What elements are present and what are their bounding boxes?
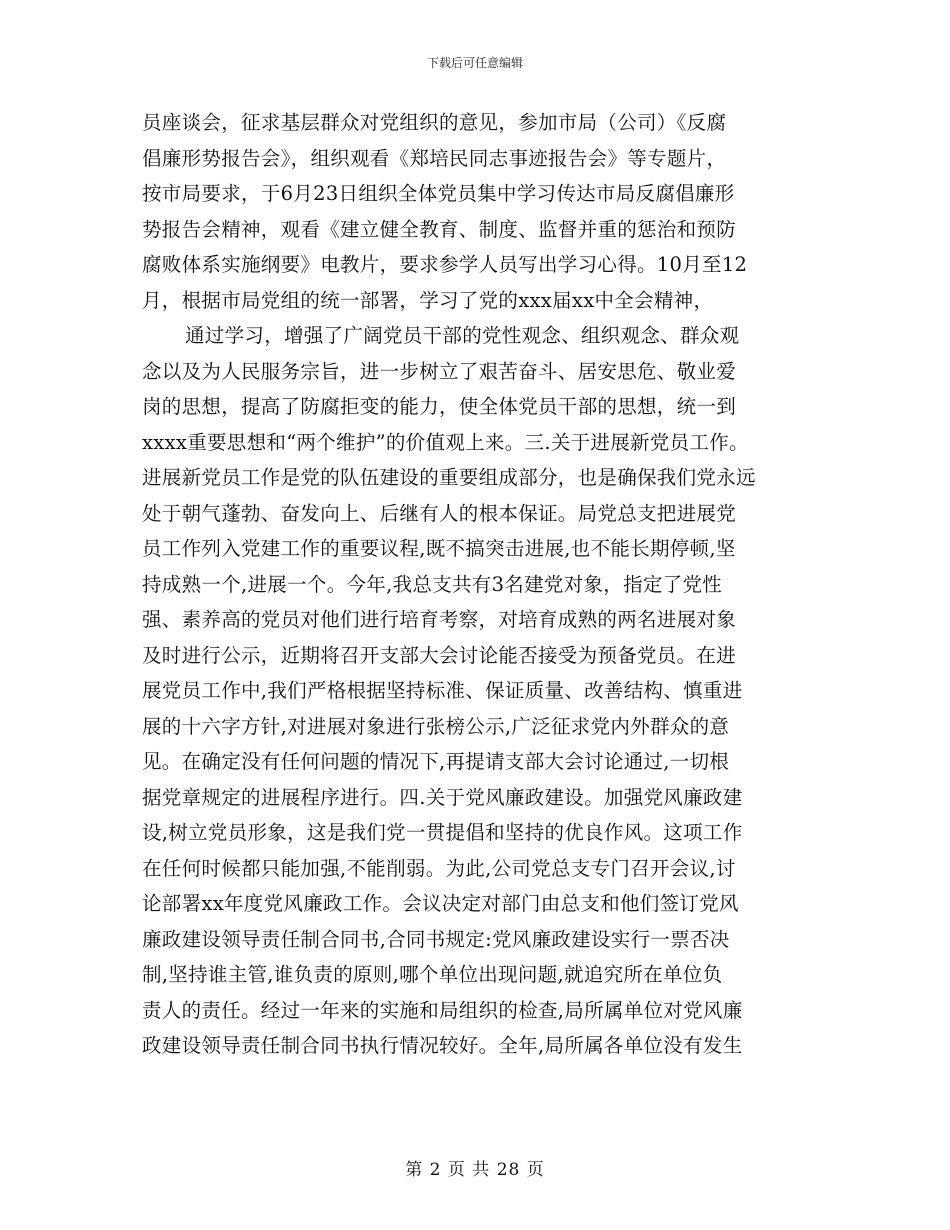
text-line: 念以及为人民服务宗旨，进一步树立了艰苦奋斗、居安思危、敬业爱 bbox=[142, 359, 737, 383]
text-line: 处于朝气蓬勃、奋发向上、后继有人的根本保证。局党总支把进展党 bbox=[142, 501, 737, 525]
page-number-footer: 第 2 页 共 28 页 bbox=[405, 1160, 545, 1180]
text-line: 制,坚持谁主管,谁负责的原则,哪个单位出现问题,就追究所在单位负 bbox=[142, 963, 723, 986]
text-line: 设,树立党员形象，这是我们党一贯提倡和坚持的优良作风。这项工作 bbox=[142, 821, 743, 844]
text-line: 在任何时候都只能加强,不能削弱。为此,公司党总支专门召开会议,讨 bbox=[142, 856, 736, 880]
paragraph-first-line: 通过学习，增强了广阔党员干部的党性观念、组织观念、群众观 bbox=[185, 324, 740, 347]
text-line: 责人的责任。经过一年来的实施和局组织的检查,局所属单位对党风廉 bbox=[142, 998, 743, 1022]
text-line: 及时进行公示，近期将召开支部大会讨论能否接受为预备党员。在进 bbox=[142, 643, 737, 667]
text-line: 见。在确定没有任何问题的情况下,再提请支部大会讨论通过,一切根 bbox=[142, 750, 730, 773]
text-line: 持成熟一个,进展一个。今年,我总支共有3名建党对象，指定了党性 bbox=[142, 572, 723, 596]
text-line: 腐败体系实施纲要》电教片，要求参学人员写出学习心得。10月至12 bbox=[142, 253, 748, 276]
text-line: 展的十六字方针,对进展对象进行张榜公示,广泛征求党内外群众的意 bbox=[142, 714, 730, 738]
text-line: 按市局要求，于6月23日组织全体党员集中学习传达市局反腐倡廉形 bbox=[142, 182, 735, 205]
text-line: 强、素养高的党员对他们进行培育考察，对培育成熟的两名进展对象 bbox=[142, 608, 737, 631]
text-line: 员工作列入党建工作的重要议程,既不搞突击进展,也不能长期停顿,坚 bbox=[142, 537, 736, 560]
text-line: 论部署xx年度党风廉政工作。会议决定对部门由总支和他们签订党风 bbox=[142, 892, 739, 915]
text-line: 员座谈会，征求基层群众对党组织的意见，参加市局（公司）《反腐 bbox=[142, 111, 727, 134]
text-line: 月，根据市局党组的统一部署，学习了党的xxx届xx中全会精神， bbox=[142, 288, 714, 312]
text-line: 展党员工作中,我们严格根据坚持标准、保证质量、改善结构、慎重进 bbox=[142, 679, 743, 702]
page-header: 下载后可任意编辑 bbox=[426, 56, 523, 70]
text-line: 政建设领导责任制合同书执行情况较好。全年,局所属各单位没有发生 bbox=[142, 1034, 743, 1057]
text-line: 进展新党员工作是党的队伍建设的重要组成部分，也是确保我们党永远 bbox=[142, 466, 756, 489]
text-line: 势报告会精神，观看《建立健全教育、制度、监督并重的惩治和预防 bbox=[142, 217, 737, 241]
text-line: 倡廉形势报告会》，组织观看《郑培民同志事迹报告会》等专题片， bbox=[142, 146, 727, 170]
text-line: 廉政建设领导责任制合同书,合同书规定:党风廉政建设实行一票否决 bbox=[142, 927, 730, 951]
text-line: 岗的思想，提高了防腐拒变的能力，使全体党员干部的思想，统一到 bbox=[142, 395, 737, 418]
text-line: xxxx重要思想和“两个维护”的价值观上来。三.关于进展新党员工作。 bbox=[142, 430, 749, 454]
text-line: 据党章规定的进展程序进行。四.关于党风廉政建设。加强党风廉政建 bbox=[142, 785, 743, 809]
